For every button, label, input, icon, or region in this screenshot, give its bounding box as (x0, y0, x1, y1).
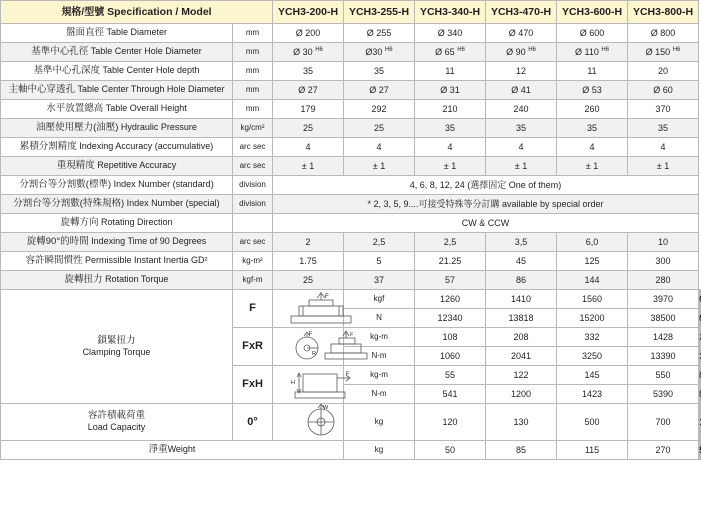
fxr-moment-diagram (273, 328, 354, 366)
row-unit: kgf (344, 290, 415, 309)
model-header-4: YCH3-600-H (557, 1, 628, 24)
row-label-en: Hydraulic Pressure (120, 122, 197, 133)
row-label-zh: 旋轉90°的時間 (26, 236, 89, 248)
cell-value: Ø 150 $^{H6}$ (628, 43, 699, 62)
cell-value (700, 441, 701, 460)
cell-value: 4 (344, 138, 415, 157)
table-row (1, 214, 701, 233)
cell-value: Ø 53 (557, 81, 628, 100)
cell-value: 292 (344, 100, 415, 119)
row-label (1, 119, 233, 138)
svg-text:W: W (323, 405, 329, 411)
net-weight-label (1, 441, 344, 460)
cell-value: 4 (628, 138, 699, 157)
table-row (1, 100, 701, 119)
cell-value-span: * 2, 3, 5, 9....可接受特殊等分訂購 available by special order (273, 195, 699, 214)
cell-value: 5 (344, 252, 415, 271)
cell-value: Ø 340 (415, 24, 486, 43)
table-row (1, 24, 701, 43)
cell-value: Ø 90 $^{H6}$ (486, 43, 557, 62)
svg-text:F: F (325, 293, 329, 300)
row-unit: kg (344, 441, 415, 460)
row-label (1, 252, 233, 271)
row-label-en: Repetitive Accuracy (97, 160, 177, 171)
load-capacity-label-zh: 容許積載荷重 (87, 410, 145, 422)
table-row-load-capacity (1, 404, 701, 441)
svg-text:R: R (312, 350, 316, 357)
row-unit: kgf-m (233, 271, 273, 290)
cell-value: 20 (628, 62, 699, 81)
row-unit: mm (233, 62, 273, 81)
row-label-zh: 基準中心孔徑 (31, 46, 89, 58)
row-label-en: Table Center Hole Diameter (90, 46, 202, 57)
cell-value: 240 (486, 100, 557, 119)
cell-value: Ø 27 (344, 81, 415, 100)
row-label (1, 195, 233, 214)
cell-value: ± 1 (415, 157, 486, 176)
table-row (1, 195, 701, 214)
table-row (1, 43, 701, 62)
cell-value: 1060 (415, 347, 486, 366)
cell-value: 55 (415, 366, 486, 385)
table-row (1, 138, 701, 157)
cell-value: 13818 (486, 309, 557, 328)
symbol-zero-degree: 0° (233, 404, 273, 441)
cell-value: 35 (415, 119, 486, 138)
cell-value: 1260 (415, 290, 486, 309)
cell-value: ± 1 (344, 157, 415, 176)
cell-value: 115 (557, 441, 628, 460)
cell-value: 2041 (486, 347, 557, 366)
row-unit: arc sec (233, 138, 273, 157)
cell-value: 25 (273, 271, 344, 290)
cell-value: 21.25 (415, 252, 486, 271)
row-unit: mm (233, 81, 273, 100)
cell-value-span: 4, 6, 8, 12, 24 (選擇固定 One of them) (273, 176, 699, 195)
cell-value: 700 (628, 404, 699, 441)
row-unit: mm (233, 24, 273, 43)
table-row (1, 252, 701, 271)
table-row (1, 119, 701, 138)
row-label-en: Index Number (standard) (113, 179, 214, 190)
cell-value: 500 (557, 404, 628, 441)
cell-value: ± 1 (273, 157, 344, 176)
symbol-f: F (233, 290, 273, 328)
row-label-en: Table Center Through Hole Diameter (77, 84, 225, 95)
load-capacity-diagram (273, 404, 344, 441)
cell-value (700, 366, 701, 385)
model-header-2: YCH3-340-H (415, 1, 486, 24)
clamping-torque-label (1, 290, 233, 404)
cell-value: 4 (557, 138, 628, 157)
cell-value: ± 1 (557, 157, 628, 176)
symbol-fxh: FxH (233, 366, 273, 404)
cell-value: 37 (344, 271, 415, 290)
cell-value: 280 (628, 271, 699, 290)
row-unit: mm (233, 100, 273, 119)
cell-value: Ø 65 $^{H6}$ (415, 43, 486, 62)
cell-value (700, 385, 701, 404)
row-label-en: Rotating Direction (100, 217, 173, 228)
row-label-zh: 基準中心孔深度 (33, 65, 100, 77)
model-header-0: YCH3-200-H (273, 1, 344, 24)
cell-value: 1200 (486, 385, 557, 404)
clamping-label-zh: 鎖緊扭力 (97, 334, 136, 346)
header-label-zh: 規格/型號 (61, 6, 105, 18)
cell-value: 35 (486, 119, 557, 138)
load-capacity-label (1, 404, 233, 441)
cell-value: 2,5 (344, 233, 415, 252)
row-unit: mm (233, 43, 273, 62)
clamping-label-en: Clamping Torque (82, 346, 151, 357)
cell-value: 210 (415, 100, 486, 119)
cell-value: 5390 (628, 385, 699, 404)
net-weight-label-en: Weight (167, 444, 196, 455)
cell-value: 3250 (557, 347, 628, 366)
cell-value: 11 (557, 62, 628, 81)
cell-value: 260 (557, 100, 628, 119)
row-label-en: Rotation Torque (105, 274, 169, 285)
cell-value: 179 (273, 100, 344, 119)
cell-value: 57 (415, 271, 486, 290)
cell-value (700, 328, 701, 347)
cell-value: 270 (628, 441, 699, 460)
table-row (1, 62, 701, 81)
cell-value: Ø 30 $^{H6}$ (273, 43, 344, 62)
cell-value: 12 (486, 62, 557, 81)
cell-value: 50 (415, 441, 486, 460)
cell-value: 35 (273, 62, 344, 81)
cell-value: 550 (628, 366, 699, 385)
cell-value: 6,0 (557, 233, 628, 252)
cell-value: ± 1 (628, 157, 699, 176)
cell-value: 11 (415, 62, 486, 81)
cell-value: 332 (557, 328, 628, 347)
cell-value: 2,5 (415, 233, 486, 252)
cell-value: Ø 41 (486, 81, 557, 100)
cell-value: Ø 800 (628, 24, 699, 43)
cell-value (700, 347, 701, 366)
cell-value: Ø 60 (628, 81, 699, 100)
cell-value (700, 290, 701, 309)
row-unit: arc sec (233, 157, 273, 176)
cell-value: 12340 (415, 309, 486, 328)
row-label (1, 214, 233, 233)
row-label (1, 100, 233, 119)
row-label-zh: 重現精度 (56, 160, 95, 172)
svg-text:H: H (291, 379, 295, 386)
cell-value: 145 (557, 366, 628, 385)
row-unit: kg-m (344, 328, 415, 347)
cell-value: 4 (486, 138, 557, 157)
table-row (1, 81, 701, 100)
cell-value: 25 (273, 119, 344, 138)
cell-value: 45 (486, 252, 557, 271)
row-unit: kg-m (344, 366, 415, 385)
cell-value: 122 (486, 366, 557, 385)
row-label (1, 81, 233, 100)
row-label (1, 157, 233, 176)
row-label-zh: 水平放置總高 (46, 103, 104, 115)
cell-value: Ø 600 (557, 24, 628, 43)
header-label-en: Specification / Model (107, 5, 212, 18)
cell-value: Ø 31 (415, 81, 486, 100)
svg-text:F: F (309, 330, 313, 337)
cell-value-span: CW & CCW (273, 214, 699, 233)
symbol-fxr: FxR (233, 328, 273, 366)
cell-value: Ø30 $^{H6}$ (344, 43, 415, 62)
cell-value: 13390 (628, 347, 699, 366)
row-unit: division (233, 195, 273, 214)
cell-value: Ø 470 (486, 24, 557, 43)
row-label (1, 138, 233, 157)
row-label-zh: 盤面直徑 (65, 27, 104, 39)
row-label-zh: 油壓使用壓力(油壓) (36, 122, 119, 134)
cell-value: Ø 110 $^{H6}$ (557, 43, 628, 62)
table-row-net-weight (1, 441, 701, 460)
row-label-en: Table Diameter (106, 27, 168, 38)
cell-value: 144 (557, 271, 628, 290)
net-weight-label-zh: 淨重 (148, 444, 168, 456)
row-label-zh: 主軸中心穿透孔 (8, 84, 76, 96)
row-unit: N-m (344, 385, 415, 404)
cell-value: 3970 (628, 290, 699, 309)
row-unit: N (344, 309, 415, 328)
cell-value: 2 (273, 233, 344, 252)
cell-value (700, 309, 701, 328)
row-unit (233, 214, 273, 233)
model-header-1: YCH3-255-H (344, 1, 415, 24)
cell-value: 15200 (557, 309, 628, 328)
cell-value: 3,5 (486, 233, 557, 252)
cell-value: 1410 (486, 290, 557, 309)
cell-value: 86 (486, 271, 557, 290)
row-unit: arc sec (233, 233, 273, 252)
row-label-en: Table Overall Height (105, 103, 187, 114)
svg-text:F: F (350, 331, 354, 338)
row-label-zh: 分割台等分割數(特殊規格) (13, 198, 125, 210)
table-row (1, 271, 701, 290)
cell-value: 1.75 (273, 252, 344, 271)
cell-value: Ø 255 (344, 24, 415, 43)
svg-text:F: F (346, 370, 350, 377)
cell-value: 10 (628, 233, 699, 252)
row-label-zh: 分割台等分割數(標準) (19, 179, 112, 191)
cell-value: 35 (557, 119, 628, 138)
cell-value: 4 (273, 138, 344, 157)
load-capacity-label-en: Load Capacity (87, 422, 146, 433)
table-row (1, 233, 701, 252)
fxh-moment-diagram (273, 366, 350, 404)
row-label-en: Indexing Time of 90 Degrees (91, 236, 207, 247)
row-label-en: Indexing Accuracy (accumulative) (79, 141, 214, 152)
cell-value: 38500 (628, 309, 699, 328)
row-unit: kg/cm² (233, 119, 273, 138)
cell-value: 4 (415, 138, 486, 157)
cell-value: 300 (628, 252, 699, 271)
row-label-en: Index Number (special) (126, 198, 220, 209)
table-header-row (1, 1, 701, 24)
row-label (1, 24, 233, 43)
row-label-en: Table Center Hole depth (102, 65, 200, 76)
cell-value: 370 (628, 100, 699, 119)
table-row (1, 176, 701, 195)
cell-value: 1423 (557, 385, 628, 404)
row-unit: N-m (344, 347, 415, 366)
row-label (1, 233, 233, 252)
cell-value: Ø 27 (273, 81, 344, 100)
row-label (1, 271, 233, 290)
row-unit: division (233, 176, 273, 195)
cell-value: 125 (557, 252, 628, 271)
table-row (1, 157, 701, 176)
cell-value: ± 1 (486, 157, 557, 176)
model-header-3: YCH3-470-H (486, 1, 557, 24)
cell-value: 85 (486, 441, 557, 460)
row-label (1, 43, 233, 62)
cell-value: 541 (415, 385, 486, 404)
table-row-clamping-f-kgf (1, 290, 701, 309)
cell-value (700, 404, 701, 441)
row-unit: kg (344, 404, 415, 441)
row-label (1, 176, 233, 195)
cell-value: 1560 (557, 290, 628, 309)
cell-value: 108 (415, 328, 486, 347)
row-label-zh: 旋轉方向 (60, 217, 99, 229)
cell-value: 25 (344, 119, 415, 138)
row-label-zh: 累積分割精度 (19, 141, 77, 153)
row-label (1, 62, 233, 81)
f-force-diagram (273, 290, 344, 328)
row-label-zh: 容許瞬間慣性 (25, 255, 83, 267)
row-label-zh: 旋轉扭力 (64, 274, 103, 286)
cell-value: 1428 (628, 328, 699, 347)
cell-value: 120 (415, 404, 486, 441)
row-label-en: Permissible Instant Inertia GD² (84, 255, 208, 266)
cell-value: 130 (486, 404, 557, 441)
cell-value: 35 (628, 119, 699, 138)
cell-value: 35 (344, 62, 415, 81)
cell-value: Ø 200 (273, 24, 344, 43)
cell-value: 208 (486, 328, 557, 347)
row-unit: kg-m² (233, 252, 273, 271)
header-spec-label (1, 1, 273, 24)
model-header-5: YCH3-800-H (628, 1, 699, 24)
